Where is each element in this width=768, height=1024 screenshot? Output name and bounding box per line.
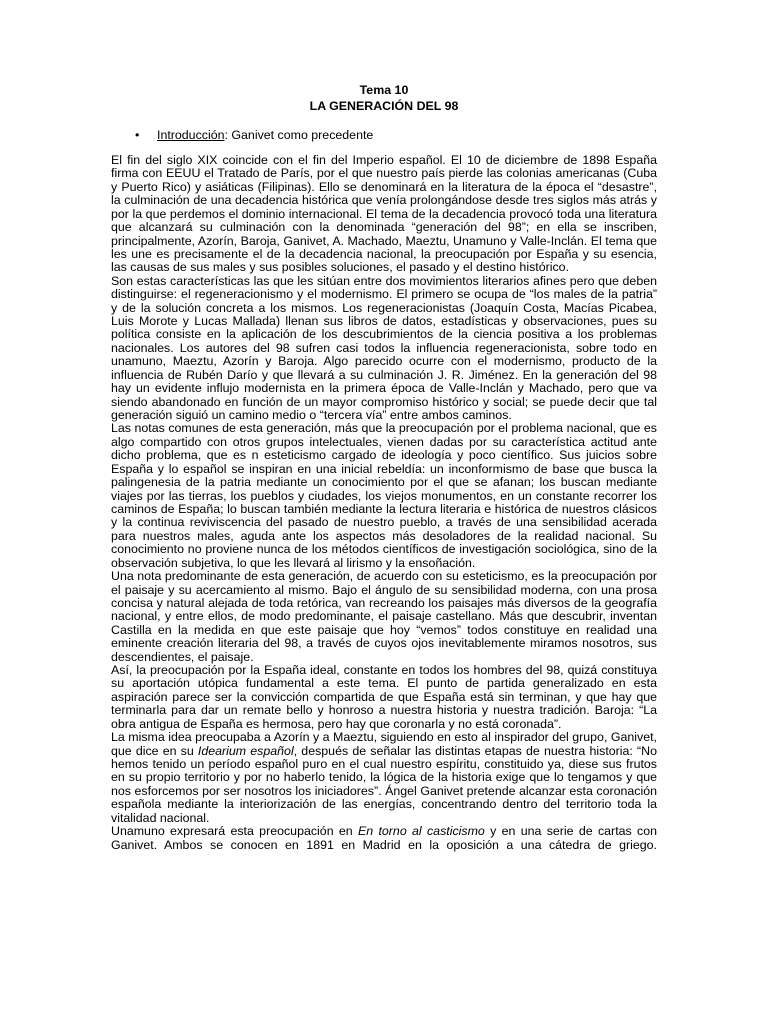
- title-block: [0, 82, 768, 114]
- topic-number: Tema 10: [359, 83, 409, 97]
- paragraph: Así, la preocupación por la España ideal, constante en todos los hombres del 98, quizá constituya su aportación utópica fundamental a este tema. El punto de partida generalizado en esta aspiración parece ser la convicción compartida de que España está sin terminan, y que hay que terminarla para dar un remate bello y honroso a nuestra historia y nuestra tradición. Baroja: “La obra antigua de España es hermosa, pero hay que coronarla y no está coronada”.: [111, 663, 657, 731]
- paragraph: [111, 731, 657, 825]
- text-run: Unamuno expresará esta preocupación en: [111, 824, 358, 839]
- paragraph: Son estas características las que les sitúan entre dos movimientos literarios afines pero que deben distinguirse: el regeneracionismo y el modernismo. El primero se ocupa de “los males de la patria” y de la solución concreta a los mismos. Los regeneracionistas (Joaquín Costa, Macías Picabea, Luis Morote y Lucas Mallada) llenan sus libros de datos, estadísticas y observaciones, pues su política consiste en la aplicación de los descubrimientos de la ciencia positiva a los problemas nacionales. Los autores del 98 sufren casi todos la influencia regeneracionista, sobre todo en unamuno, Maeztu, Azorín y Baroja. Algo parecido ocurre con el modernismo, producto de la influencia de Rubén Darío y que llevará a su culminación J. R. Jiménez. En la generación del 98 hay un evidente influjo modernista en la primera época de Valle-Inclán y Machado, pero que va siendo abandonado en función de un mayor compromiso histórico y social; se puede decir que tal generación siguió un camino medio o “tercera vía” entre ambos caminos.: [111, 273, 657, 423]
- body-text: [111, 154, 657, 852]
- book-title: En torno al casticismo: [358, 824, 485, 839]
- text-run: y en una serie de cartas con Ganivet. Ambos se conocen en 1891 en Madrid en la oposición a una cátedra de griego.: [111, 824, 658, 852]
- section-heading: [135, 127, 373, 143]
- text-run: , después de señalar las distintas etapas de nuestra historia: “No hemos tenido un período español puro en el cual nuestro espíritu, constituido ya, diese sus frutos en su propio territorio y por no haberlo tenido, la lógica de la historia exige que lo tengamos y que nos esforcemos por ser nosotros los iniciadores”. Ángel Ganivet pretende alcanzar esta coronación española mediante la interiorización de las energías, concentrando dentro del territorio toda la vitalidad nacional.: [111, 743, 657, 825]
- text-run: La misma idea preocupaba a Azorín y a Maeztu, siguiendo en esto al inspirador del grupo, Ganivet, que dice en su: [111, 730, 657, 758]
- paragraph: [111, 825, 657, 852]
- page-title: LA GENERACIÓN DEL 98: [309, 99, 459, 113]
- book-title: Idearium español: [197, 743, 294, 758]
- paragraph: Una nota predominante de esta generación, de acuerdo con su esteticismo, es la preocupación por el paisaje y su acercamiento al mismo. Bajo el ángulo de su sensibilidad moderna, con una prosa concisa y natural alejada de toda retórica, van recreando los paisajes más diversos de la geografía nacional, y entre ellos, de modo predominante, el paisaje castellano. Más que descubrir, inventan Castilla en la medida en que este paisaje que hoy “vemos” todos constituye en realidad una eminente creación literaria del 98, a través de cuyos ojos inevitablemente miramos nosotros, sus descendientes, el paisaje.: [111, 569, 657, 664]
- section-subtitle: : Ganivet como precedente: [224, 128, 374, 142]
- paragraph: Las notas comunes de esta generación, más que la preocupación por el problema nacional, que es algo compartido con otros grupos intelectuales, vienen dadas por su característica actitud ante dicho problema, que es n esteticismo cargado de ideología y poco científico. Sus juicios sobre España y lo español se inspiran en una inicial rebeldía: un inconformismo de base que busca la palingenesia de la patria mediante un conocimiento por el que se afanan; los buscan mediante viajes por las tierras, los pueblos y ciudades, los viejos monumentos, en un constante recorrer los caminos de España; lo buscan también mediante la lectura literaria e histórica de nuestros clásicos y la continua reviviscencia del pasado de nuestro pueblo, a través de una sensibilidad acerada para nuestros males, aguda ante los aspectos más desoladores de la realidad nacional. Su conocimiento no proviene nunca de los métodos científicos de investigación sociológica, sino de la observación subjetiva, lo que les llevará al lirismo y la ensoñación.: [111, 421, 657, 570]
- section-label: Introducción: [157, 128, 225, 142]
- bullet-icon: •: [135, 128, 140, 142]
- paragraph: El fin del siglo XIX coincide con el fin del Imperio español. El 10 de diciembre de 1898 España firma con EEUU el Tratado de París, por el que nuestro país pierde las colonias americanas (Cuba y Puerto Rico) y asiáticas (Filipinas). Ello se denominará en la literatura de la época el “desastre”, la culminación de una decadencia histórica que venía prolongándose desde tres siglos más atrás y por la que perdemos el dominio internacional. El tema de la decadencia provocó toda una literatura que alcanzará su culminación con la denominada “generación del 98”; en ella se inscriben, principalmente, Azorín, Baroja, Ganivet, A. Machado, Maeztu, Unamuno y Valle-Inclán. El tema que les une es precisamente el de la decadencia nacional, la preocupación por España y su esencia, las causas de sus males y sus posibles soluciones, el pasado y el destino histórico.: [111, 153, 657, 275]
